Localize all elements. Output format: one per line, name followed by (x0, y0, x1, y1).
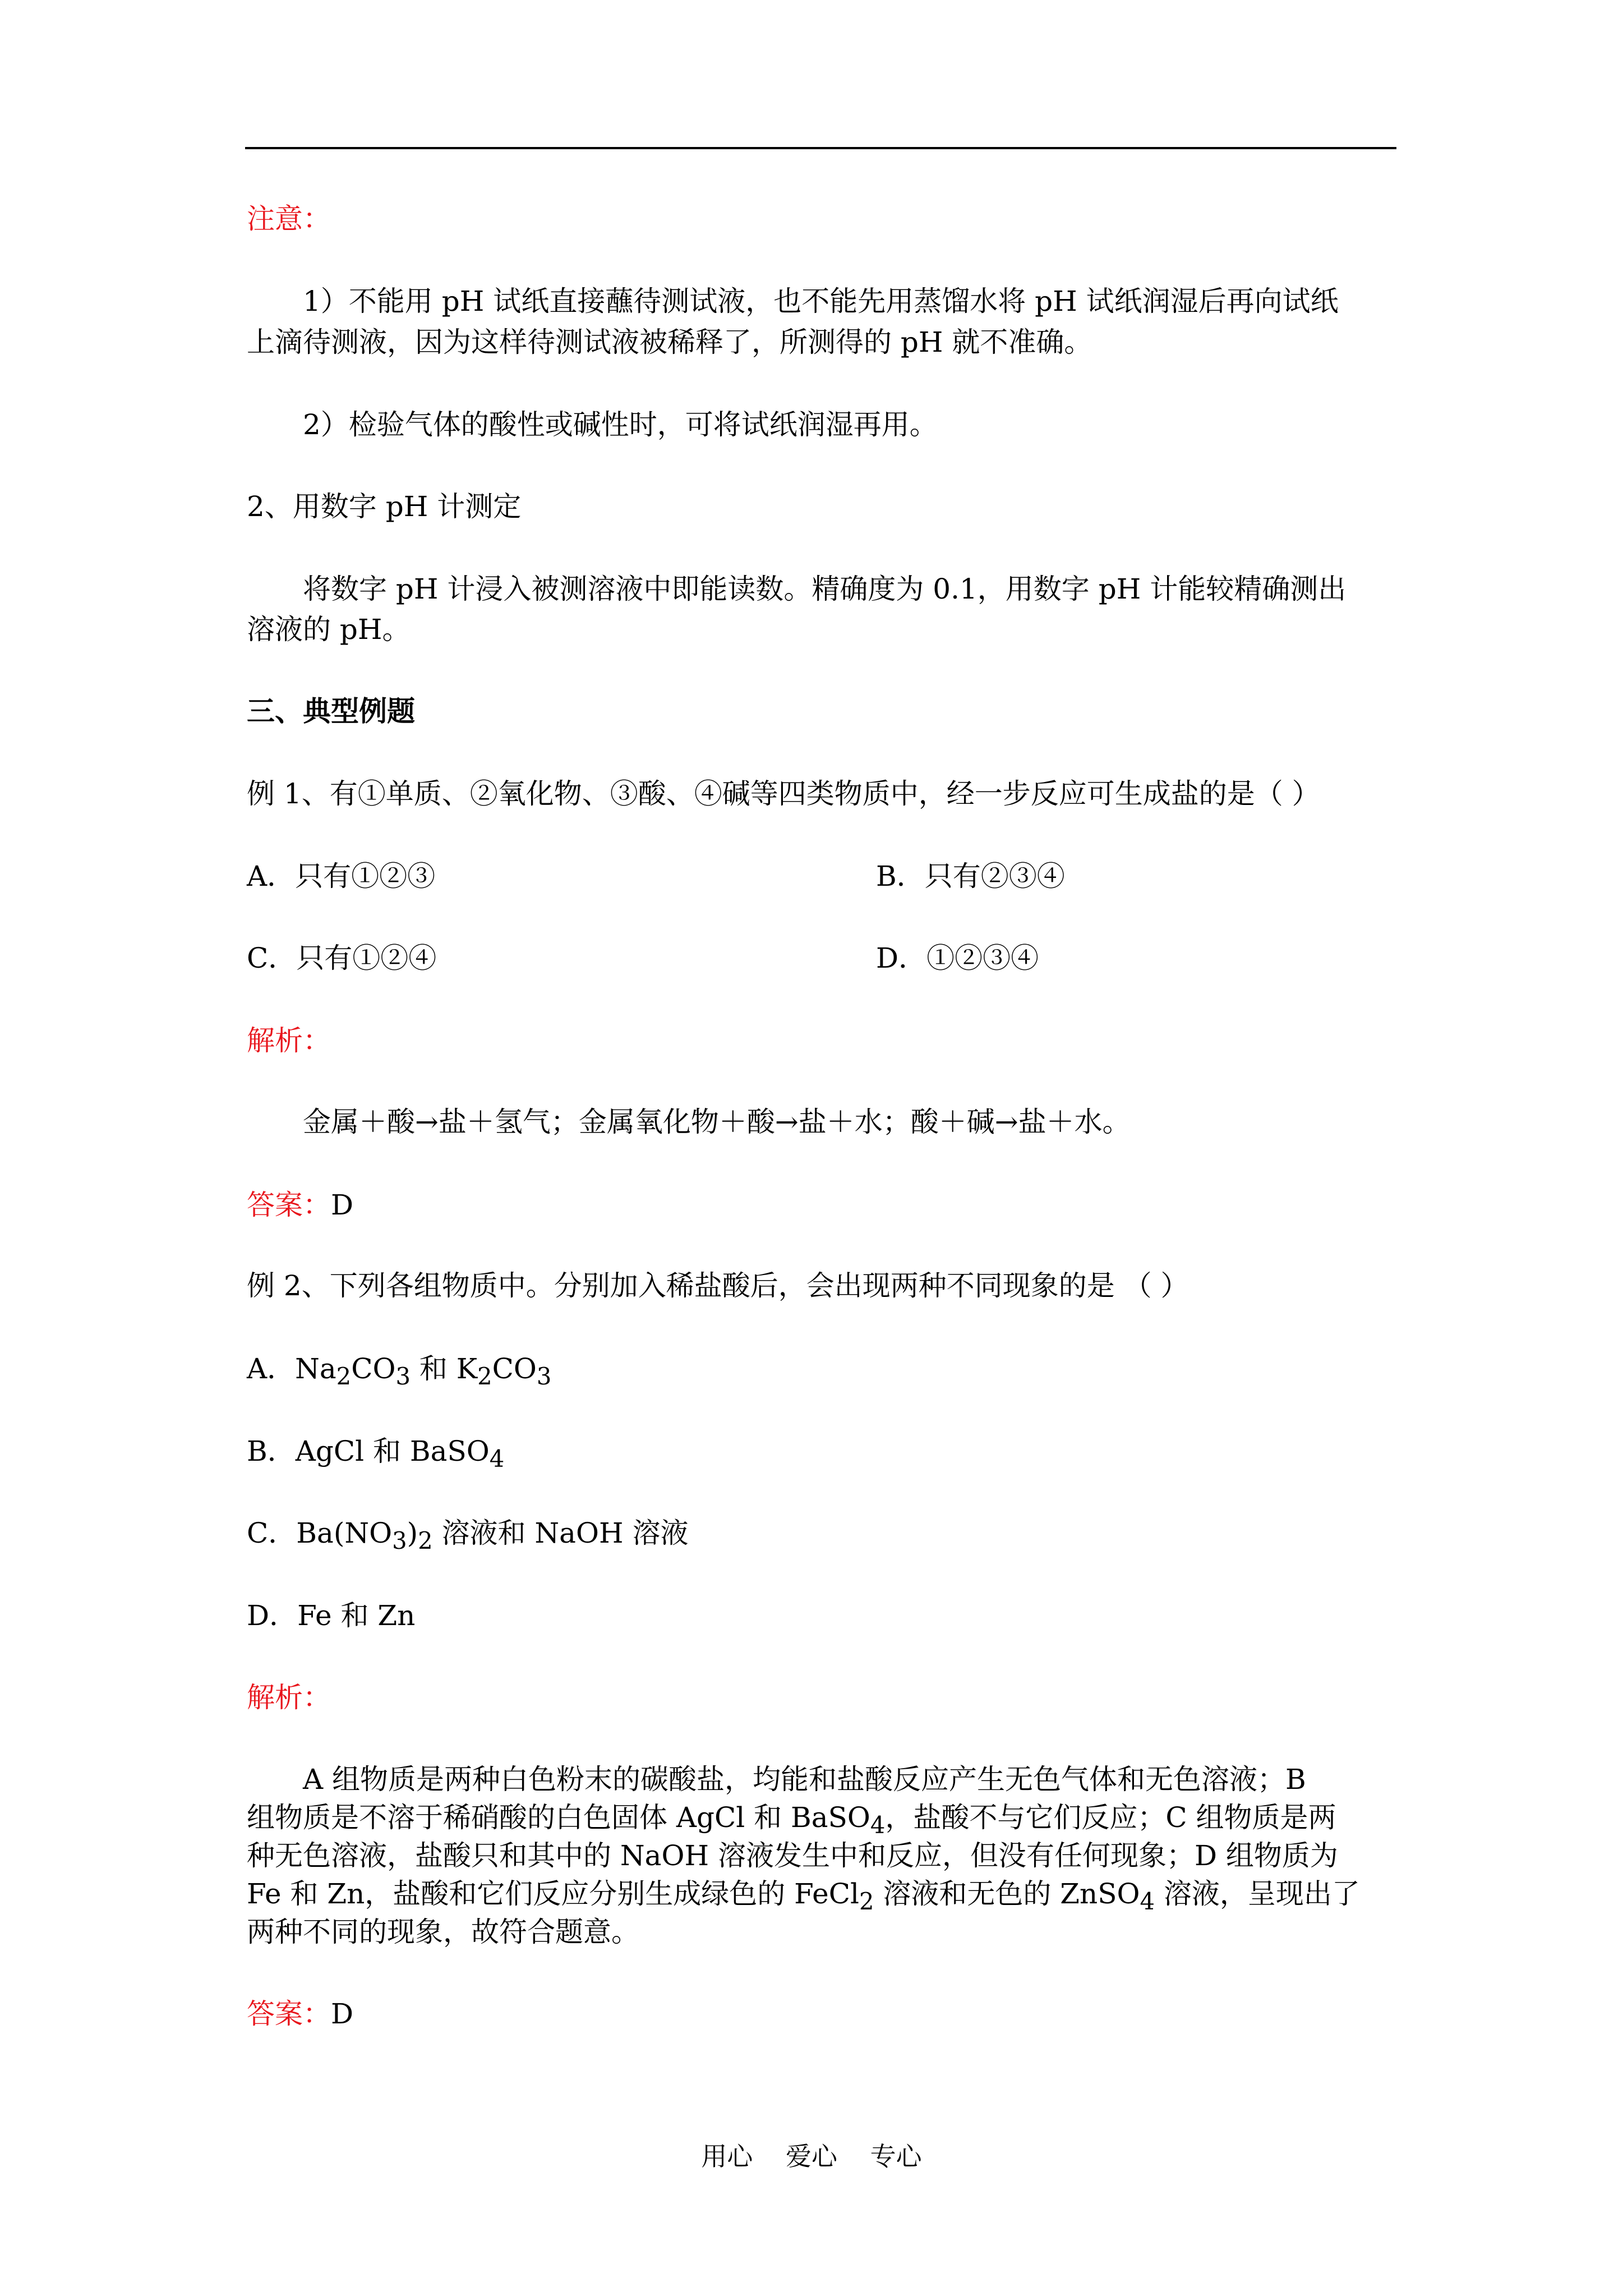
example-2-analysis-line-1: A 组物质是两种白色粉末的碳酸盐，均能和盐酸反应产生无色气体和无色溶液；B (303, 1763, 1306, 1796)
example-1-option-b: B．只有②③④ (876, 860, 1065, 892)
example-2-question: 例 2、下列各组物质中。分别加入稀盐酸后，会出现两种不同现象的是 （ ） (247, 1269, 1189, 1302)
example-1-option-a: A．只有①②③ (247, 860, 436, 892)
example-2-analysis-line-2: 组物质是不溶于稀硝酸的白色固体 AgCl 和 BaSO$_4$，盐酸不与它们反应；C 组物质是两 (247, 1801, 1336, 1839)
example-1-option-d: D．①②③④ (876, 942, 1039, 974)
example-1-answer-value: D (331, 1189, 354, 1221)
notice-heading: 注意： (247, 203, 331, 235)
footer-word-3: 专心 (870, 2141, 922, 2171)
example-1-options-row-1 (247, 859, 1065, 893)
example-2-option-d: D．Fe 和 Zn (247, 1599, 416, 1632)
example-1-answer (247, 1188, 353, 1222)
example-1-answer-label: 答案： (247, 1189, 331, 1221)
notice-item-1-line-2: 上滴待测液，因为这样待测试液被稀释了，所测得的 pH 就不准确。 (247, 326, 1092, 358)
example-1-options-row-2 (247, 941, 1039, 975)
example-1-question: 例 1、有①单质、②氧化物、③酸、④碱等四类物质中，经一步反应可生成盐的是（ ） (247, 777, 1320, 810)
example-2-option-c: C．$Ba(NO_3)_2$ 溶液和 NaOH 溶液 (247, 1517, 689, 1554)
example-2-analysis-line-3: 种无色溶液，盐酸只和其中的 NaOH 溶液发生中和反应，但没有任何现象；D 组物质为 (247, 1839, 1338, 1872)
example-2-analysis-label: 解析： (247, 1681, 331, 1714)
footer-word-2: 爱心 (786, 2141, 837, 2171)
method-2-text-line-1: 将数字 pH 计浸入被测溶液中即能读数。精确度为 0.1，用数字 pH 计能较精确测出 (303, 573, 1347, 605)
page-footer (0, 2141, 1623, 2172)
method-2-heading: 2、用数字 pH 计测定 (247, 490, 522, 523)
method-2-text-line-2: 溶液的 pH。 (247, 613, 411, 646)
footer-word-1: 用心 (701, 2141, 753, 2171)
example-2-analysis-line-4: Fe 和 Zn，盐酸和它们反应分别生成绿色的 FeCl$_2$ 溶液和无色的 ZnSO$_4$ 溶液，呈现出了 (247, 1878, 1360, 1915)
example-2-option-a: A．$Na_2CO_3$ 和 $K_2CO_3$ (247, 1352, 552, 1390)
example-2-option-b: B．AgCl 和 BaSO$_4$ (247, 1435, 505, 1473)
header-rule (245, 147, 1396, 149)
example-2-answer (247, 1997, 353, 2031)
example-2-analysis-line-5: 两种不同的现象，故符合题意。 (247, 1916, 639, 1948)
example-1-analysis: 金属＋酸→盐＋氢气；金属氧化物＋酸→盐＋水；酸＋碱→盐＋水。 (303, 1106, 1131, 1138)
example-1-option-c: C．只有①②④ (247, 942, 437, 974)
example-2-answer-label: 答案： (247, 1998, 331, 2030)
notice-item-2: 2）检验气体的酸性或碱性时，可将试纸润湿再用。 (303, 408, 938, 441)
example-2-answer-value: D (331, 1998, 354, 2030)
notice-item-1-line-1: 1）不能用 pH 试纸直接蘸待测试液，也不能先用蒸馏水将 pH 试纸润湿后再向试纸 (303, 285, 1339, 318)
example-1-analysis-label: 解析： (247, 1024, 331, 1057)
section-3-heading: 三、典型例题 (247, 694, 415, 728)
